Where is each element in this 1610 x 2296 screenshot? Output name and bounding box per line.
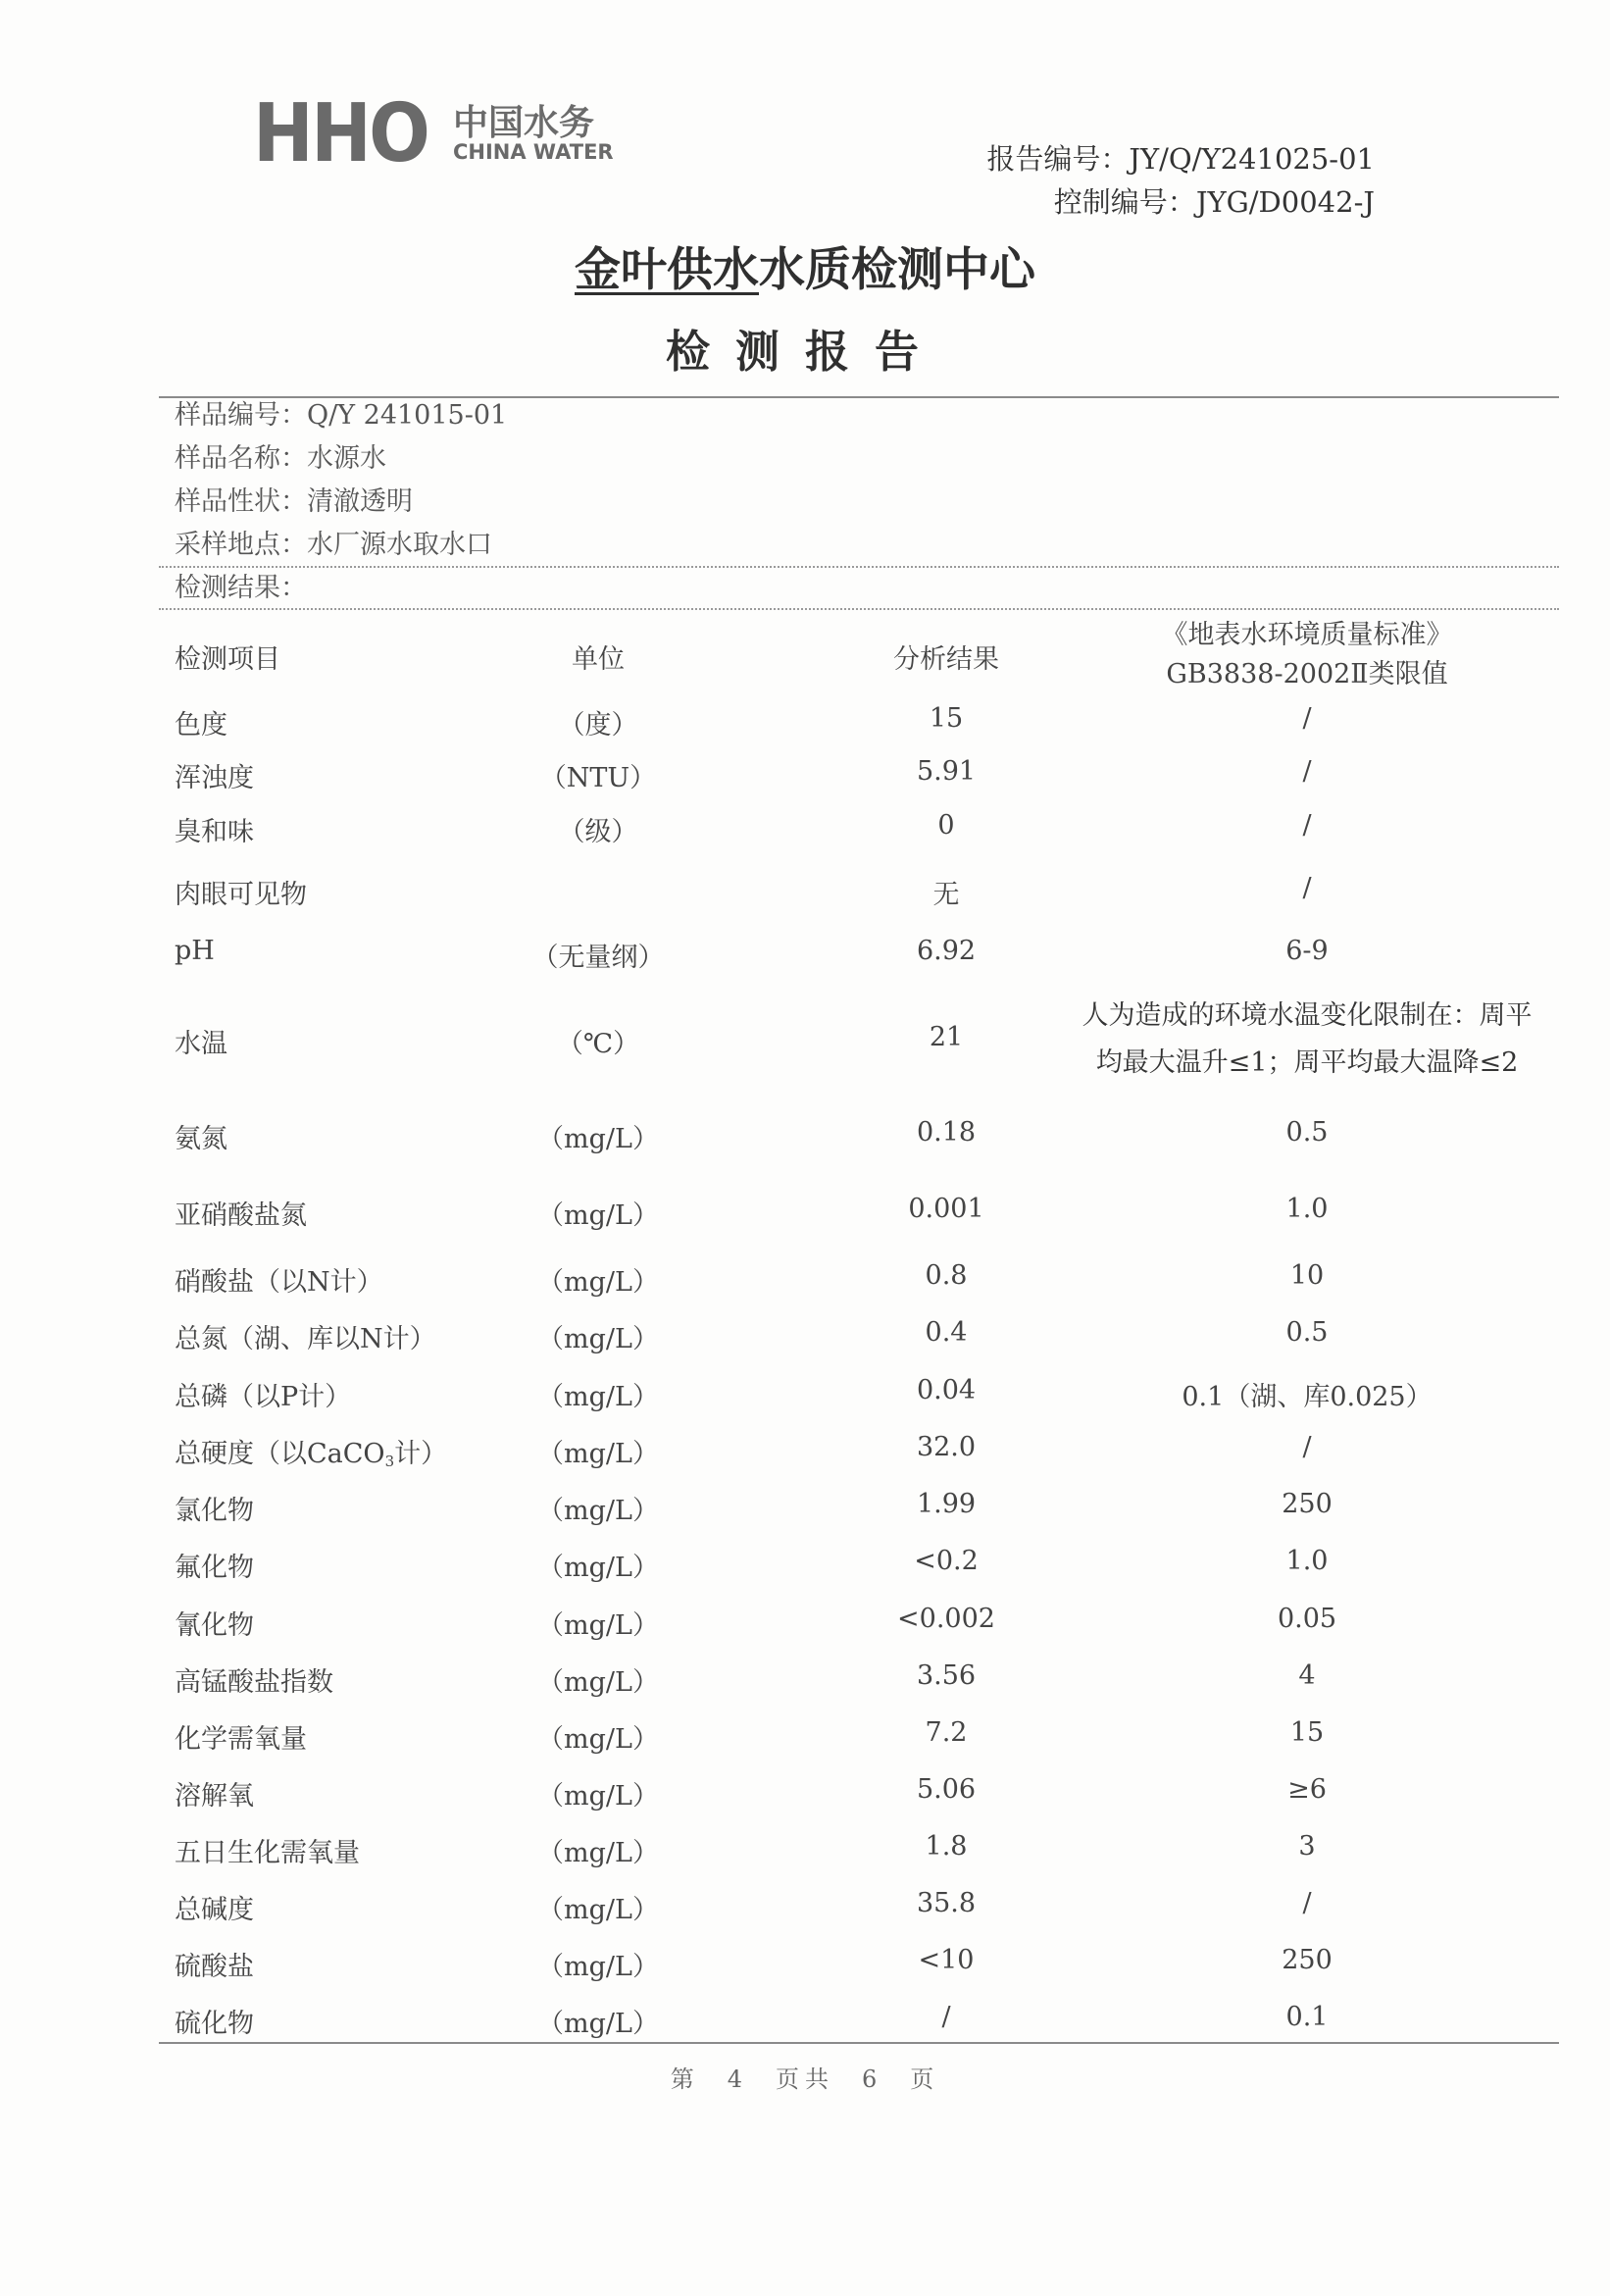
page-footer: 第 4 页共 6 页 <box>670 2066 940 2093</box>
header-item: 检测项目 <box>175 644 280 675</box>
report-codes <box>986 137 1375 224</box>
header-limit: 《地表水环境质量标准》 GB3838-2002Ⅱ类限值 <box>1161 620 1453 689</box>
logo-mark: HHO <box>253 87 428 180</box>
divider <box>159 2042 1559 2044</box>
page-title: 金叶供水水质检测中心 <box>575 243 1035 297</box>
control-number: 控制编号：JYG/D0042-J <box>1053 185 1375 219</box>
divider <box>159 566 1559 568</box>
logo-cn: 中国水务 <box>452 102 594 143</box>
header-result: 分析结果 <box>893 644 999 675</box>
company-logo <box>253 87 614 180</box>
page-subtitle: 检测报告 <box>665 326 944 378</box>
logo-en: CHINA WATER <box>452 140 614 165</box>
sample-info <box>175 394 507 567</box>
results-label: 检测结果： <box>175 573 307 603</box>
sample-trait: 样品性状：清澈透明 <box>175 486 413 517</box>
sample-name: 样品名称：水源水 <box>175 443 386 474</box>
sample-site: 采样地点：水厂源水取水口 <box>175 530 492 560</box>
report-number: 报告编号：JY/Q/Y241025-01 <box>986 142 1375 176</box>
sample-number: 样品编号：Q/Y 241015-01 <box>175 400 508 431</box>
header-unit: 单位 <box>572 644 625 675</box>
water-temp-limit: 人为造成的环境水温变化限制在：周平 均最大温升≤1；周平均最大温降≤2 <box>1082 1000 1533 1078</box>
divider <box>159 608 1559 610</box>
